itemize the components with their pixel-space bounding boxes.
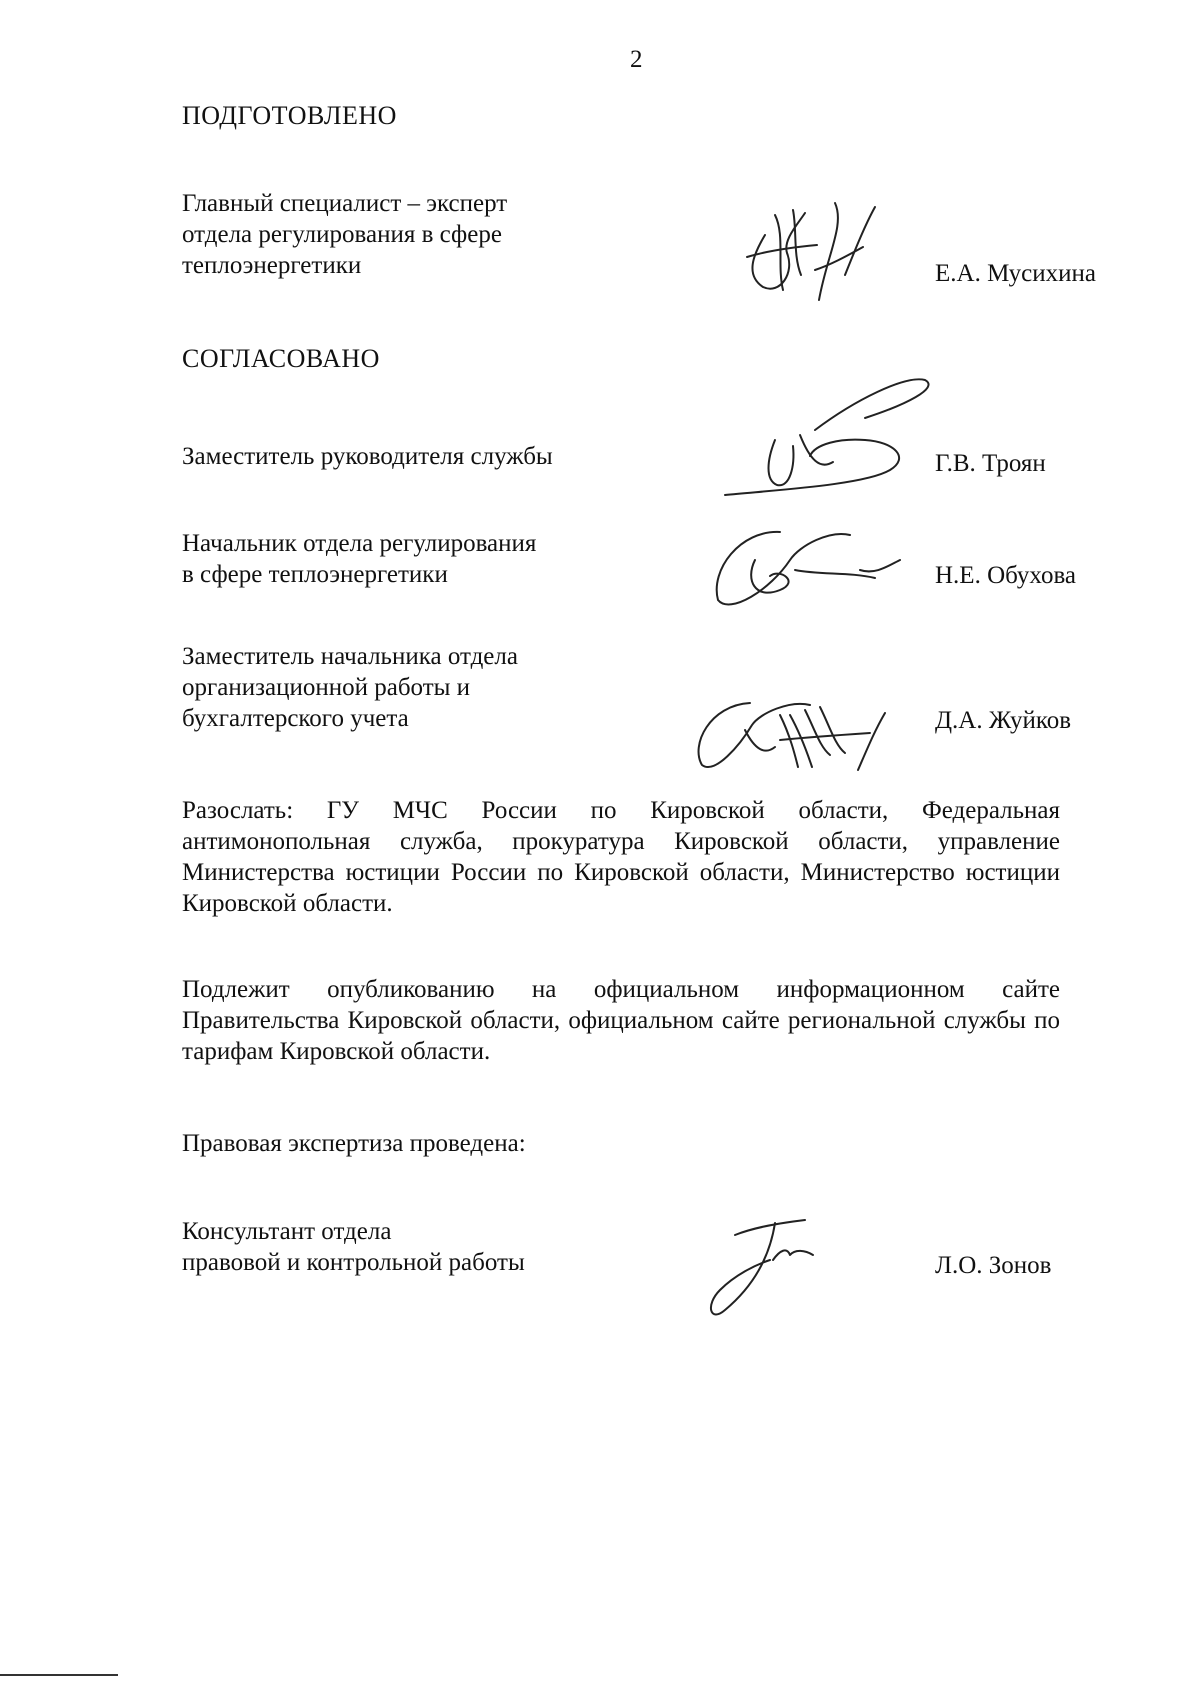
page-number: 2 bbox=[630, 46, 643, 73]
legal-review-signer-name: Л.О. Зонов bbox=[935, 1252, 1052, 1279]
agreed-signer-name-2: Н.Е. Обухова bbox=[935, 562, 1077, 589]
prepared-signer-title: Главный специалист – эксперт отдела регулирования в сфере теплоэнергетики bbox=[182, 190, 508, 279]
legal-review-heading: Правовая экспертиза проведена: bbox=[182, 1130, 526, 1157]
signature-musikhina bbox=[735, 195, 900, 310]
agreed-signer-title-3: Заместитель начальника отдела организационной работы и бухгалтерского учета bbox=[182, 643, 518, 732]
prepared-heading: ПОДГОТОВЛЕНО bbox=[182, 101, 397, 130]
publication-text: Подлежит опубликованию на официальном информационном сайте Правительства Кировской области, официальном сайте региональной службы по тарифам Кировской области. bbox=[182, 976, 1060, 1065]
agreed-signer-name-1: Г.В. Троян bbox=[935, 450, 1046, 477]
agreed-signer-name-3: Д.А. Жуйков bbox=[935, 707, 1072, 734]
footer-rule bbox=[0, 1674, 118, 1676]
signature-obukhova bbox=[700, 520, 910, 610]
signature-zhuikov bbox=[680, 685, 925, 785]
prepared-signer-name: Е.А. Мусихина bbox=[935, 260, 1097, 287]
agreed-signer-title-2: Начальник отдела регулирования в сфере теплоэнергетики bbox=[182, 530, 537, 588]
signature-zonov bbox=[695, 1205, 835, 1330]
legal-review-signer-title: Консультант отдела правовой и контрольной работы bbox=[182, 1218, 525, 1276]
agreed-heading: СОГЛАСОВАНО bbox=[182, 344, 380, 373]
signature-troyan bbox=[715, 370, 940, 510]
distribution-text: Разослать: ГУ МЧС России по Кировской области, Федеральная антимонопольная служба, прокуратура Кировской области, управление Министерства юстиции России по Кировской области, Министерство юстиции Кировской области. bbox=[182, 797, 1060, 917]
agreed-signer-title-1: Заместитель руководителя службы bbox=[182, 443, 553, 470]
